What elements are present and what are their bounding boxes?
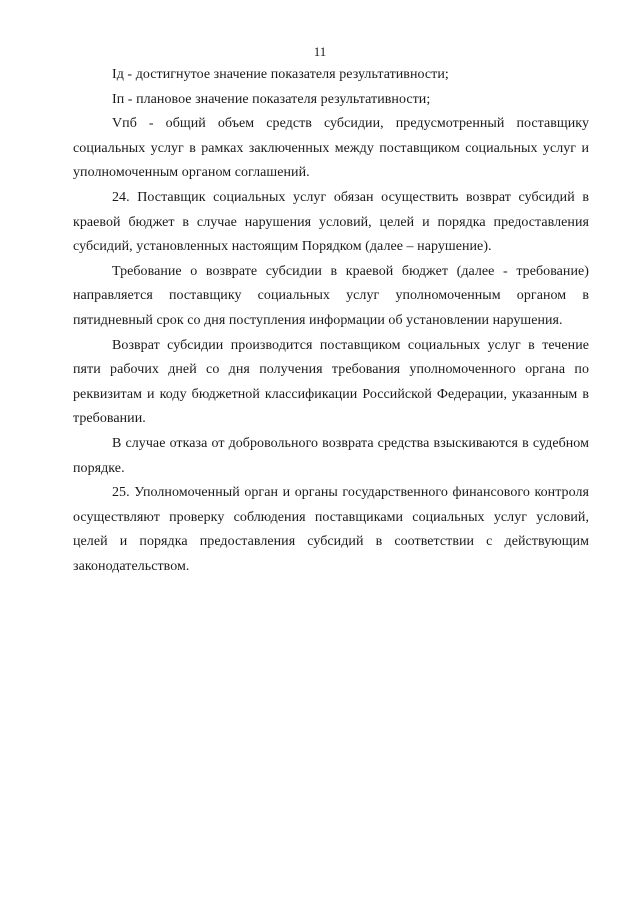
paragraph-return-procedure: Возврат субсидии производится поставщиком социальных услуг в течение пяти рабочих дней со дня получения требования уполномоченного органа по реквизитам и коду бюджетной классификации Российской Федерации, указанным в требовании. (73, 337, 589, 427)
paragraph-item-25: 25. Уполномоченный орган и органы государственного финансового контроля осуществляют проверку соблюдения поставщиками социальных услуг условий, целей и порядка предоставления субсидий в соответствии с действующим законодательством. (73, 485, 589, 574)
page-number: 11 (313, 44, 327, 59)
document-body (73, 63, 589, 579)
paragraph-return-requirement: Требование о возврате субсидии в краевой бюджет (далее - требование) направляется поставщику социальных услуг уполномоченным органом в пятидневный срок со дня поступления информации об установлении нарушения. (73, 263, 589, 328)
paragraph-court-recovery: В случае отказа от добровольного возврата средства взыскиваются в судебном порядке. (73, 435, 589, 476)
paragraph-id-definition: Iд - достигнутое значение показателя результативности; (112, 67, 449, 82)
paragraph-item-24: 24. Поставщик социальных услуг обязан осуществить возврат субсидий в краевой бюджет в случае нарушения условий, целей и порядка предоставления субсидий, установленных настоящим Порядком (далее – нарушение). (73, 189, 589, 255)
paragraph-ip-definition: Iп - плановое значение показателя результативности; (112, 91, 431, 107)
paragraph-vpb-definition: Vпб - общий объем средств субсидии, предусмотренный поставщику социальных услуг в рамках заключенных между поставщиком социальных услуг и уполномоченным органом соглашений. (73, 116, 589, 181)
